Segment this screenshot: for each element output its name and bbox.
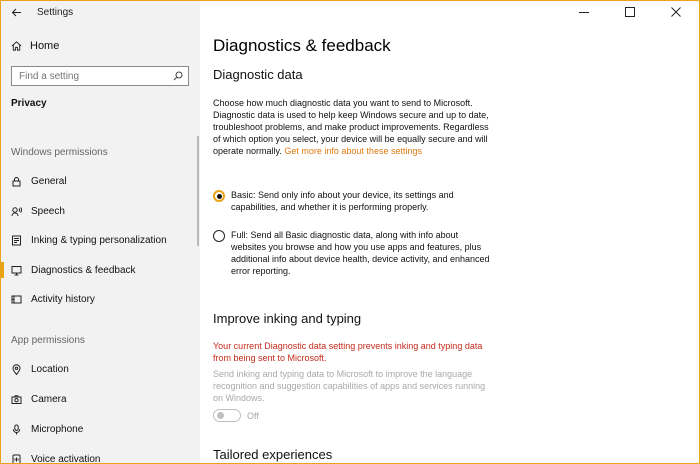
tailored-experiences-heading: Tailored experiences	[213, 447, 333, 462]
sidebar-item-label: Activity history	[31, 293, 95, 305]
titlebar	[1, 1, 200, 23]
inking-warning: Your current Diagnostic data setting prevents inking and typing data from being sent to Microsoft.	[213, 341, 483, 363]
search-input[interactable]	[19, 71, 164, 82]
sidebar-item-label: Location	[31, 363, 69, 375]
description-text: Choose how much diagnostic data you want to send to Microsoft. Diagnostic data is used to help keep Windows secure and up to date, troubleshoot problems, and make product improvements. Regardless of which option you select, your device will be equally secure and will operate normally.	[213, 98, 489, 156]
camera-icon	[11, 394, 22, 405]
location-icon	[11, 364, 22, 375]
full-option[interactable]	[213, 229, 493, 277]
search-box[interactable]	[11, 66, 189, 86]
diagnostic-data-description	[213, 97, 489, 157]
inking-toggle-row	[213, 409, 259, 422]
more-info-link[interactable]: Get more info about these settings	[284, 146, 422, 156]
sidebar-item-inking-typing[interactable]	[1, 228, 197, 252]
home-icon	[11, 41, 22, 52]
sidebar-item-label: Speech	[31, 205, 65, 217]
improve-inking-heading: Improve inking and typing	[213, 311, 362, 326]
back-button[interactable]	[1, 1, 31, 23]
voice-activation-icon	[11, 454, 22, 464]
sidebar-item-label: Inking & typing personalization	[31, 234, 167, 246]
sidebar-item-general[interactable]	[1, 169, 197, 193]
app-title: Settings	[37, 6, 74, 18]
sidebar-item-voice-activation[interactable]	[1, 447, 197, 464]
search-icon[interactable]	[172, 71, 183, 82]
sidebar-item-activity-history[interactable]	[1, 287, 197, 311]
sidebar-item-microphone[interactable]	[1, 417, 197, 441]
sidebar-scrollbar[interactable]	[197, 136, 199, 246]
diagnostic-data-heading: Diagnostic data	[213, 67, 303, 82]
inking-icon	[11, 235, 22, 246]
sidebar-item-label: Diagnostics & feedback	[31, 264, 136, 276]
full-option-label: Full: Send all Basic diagnostic data, along with info about websites you browse and how you use apps and features, plus additional info about device health, device activity, and enhanced error reporting.	[231, 230, 490, 276]
home-label: Home	[30, 40, 60, 52]
inking-description: Send inking and typing data to Microsoft to improve the language recognition and suggestion capabilities of apps and services running on Windows.	[213, 369, 486, 403]
sidebar-item-diagnostics-feedback[interactable]	[1, 258, 197, 282]
activity-history-icon	[11, 294, 22, 305]
diagnostics-icon	[11, 265, 22, 276]
sidebar	[1, 1, 200, 464]
sidebar-item-camera[interactable]	[1, 387, 197, 411]
inking-toggle[interactable]	[213, 409, 241, 422]
basic-option[interactable]	[213, 189, 493, 213]
basic-option-label: Basic: Send only info about your device, its settings and capabilities, and whether it is performing properly.	[231, 190, 454, 212]
basic-radio[interactable]	[213, 190, 225, 202]
full-radio[interactable]	[213, 230, 225, 242]
sidebar-item-label: Camera	[31, 393, 67, 405]
sidebar-item-label: Voice activation	[31, 453, 101, 464]
section-title-privacy: Privacy	[11, 98, 47, 109]
group-header-windows-permissions: Windows permissions	[11, 147, 108, 158]
lock-icon	[11, 176, 22, 187]
back-arrow-icon	[11, 7, 22, 18]
sidebar-item-speech[interactable]	[1, 199, 197, 223]
home-nav-item[interactable]	[1, 35, 200, 57]
main-content	[213, 1, 693, 464]
sidebar-item-location[interactable]	[1, 357, 197, 381]
group-header-app-permissions: App permissions	[11, 335, 85, 346]
sidebar-item-label: Microphone	[31, 423, 84, 435]
speech-icon	[11, 206, 22, 217]
page-title: Diagnostics & feedback	[213, 36, 391, 55]
inking-toggle-label: Off	[247, 410, 259, 421]
sidebar-item-label: General	[31, 175, 67, 187]
microphone-icon	[11, 424, 22, 435]
